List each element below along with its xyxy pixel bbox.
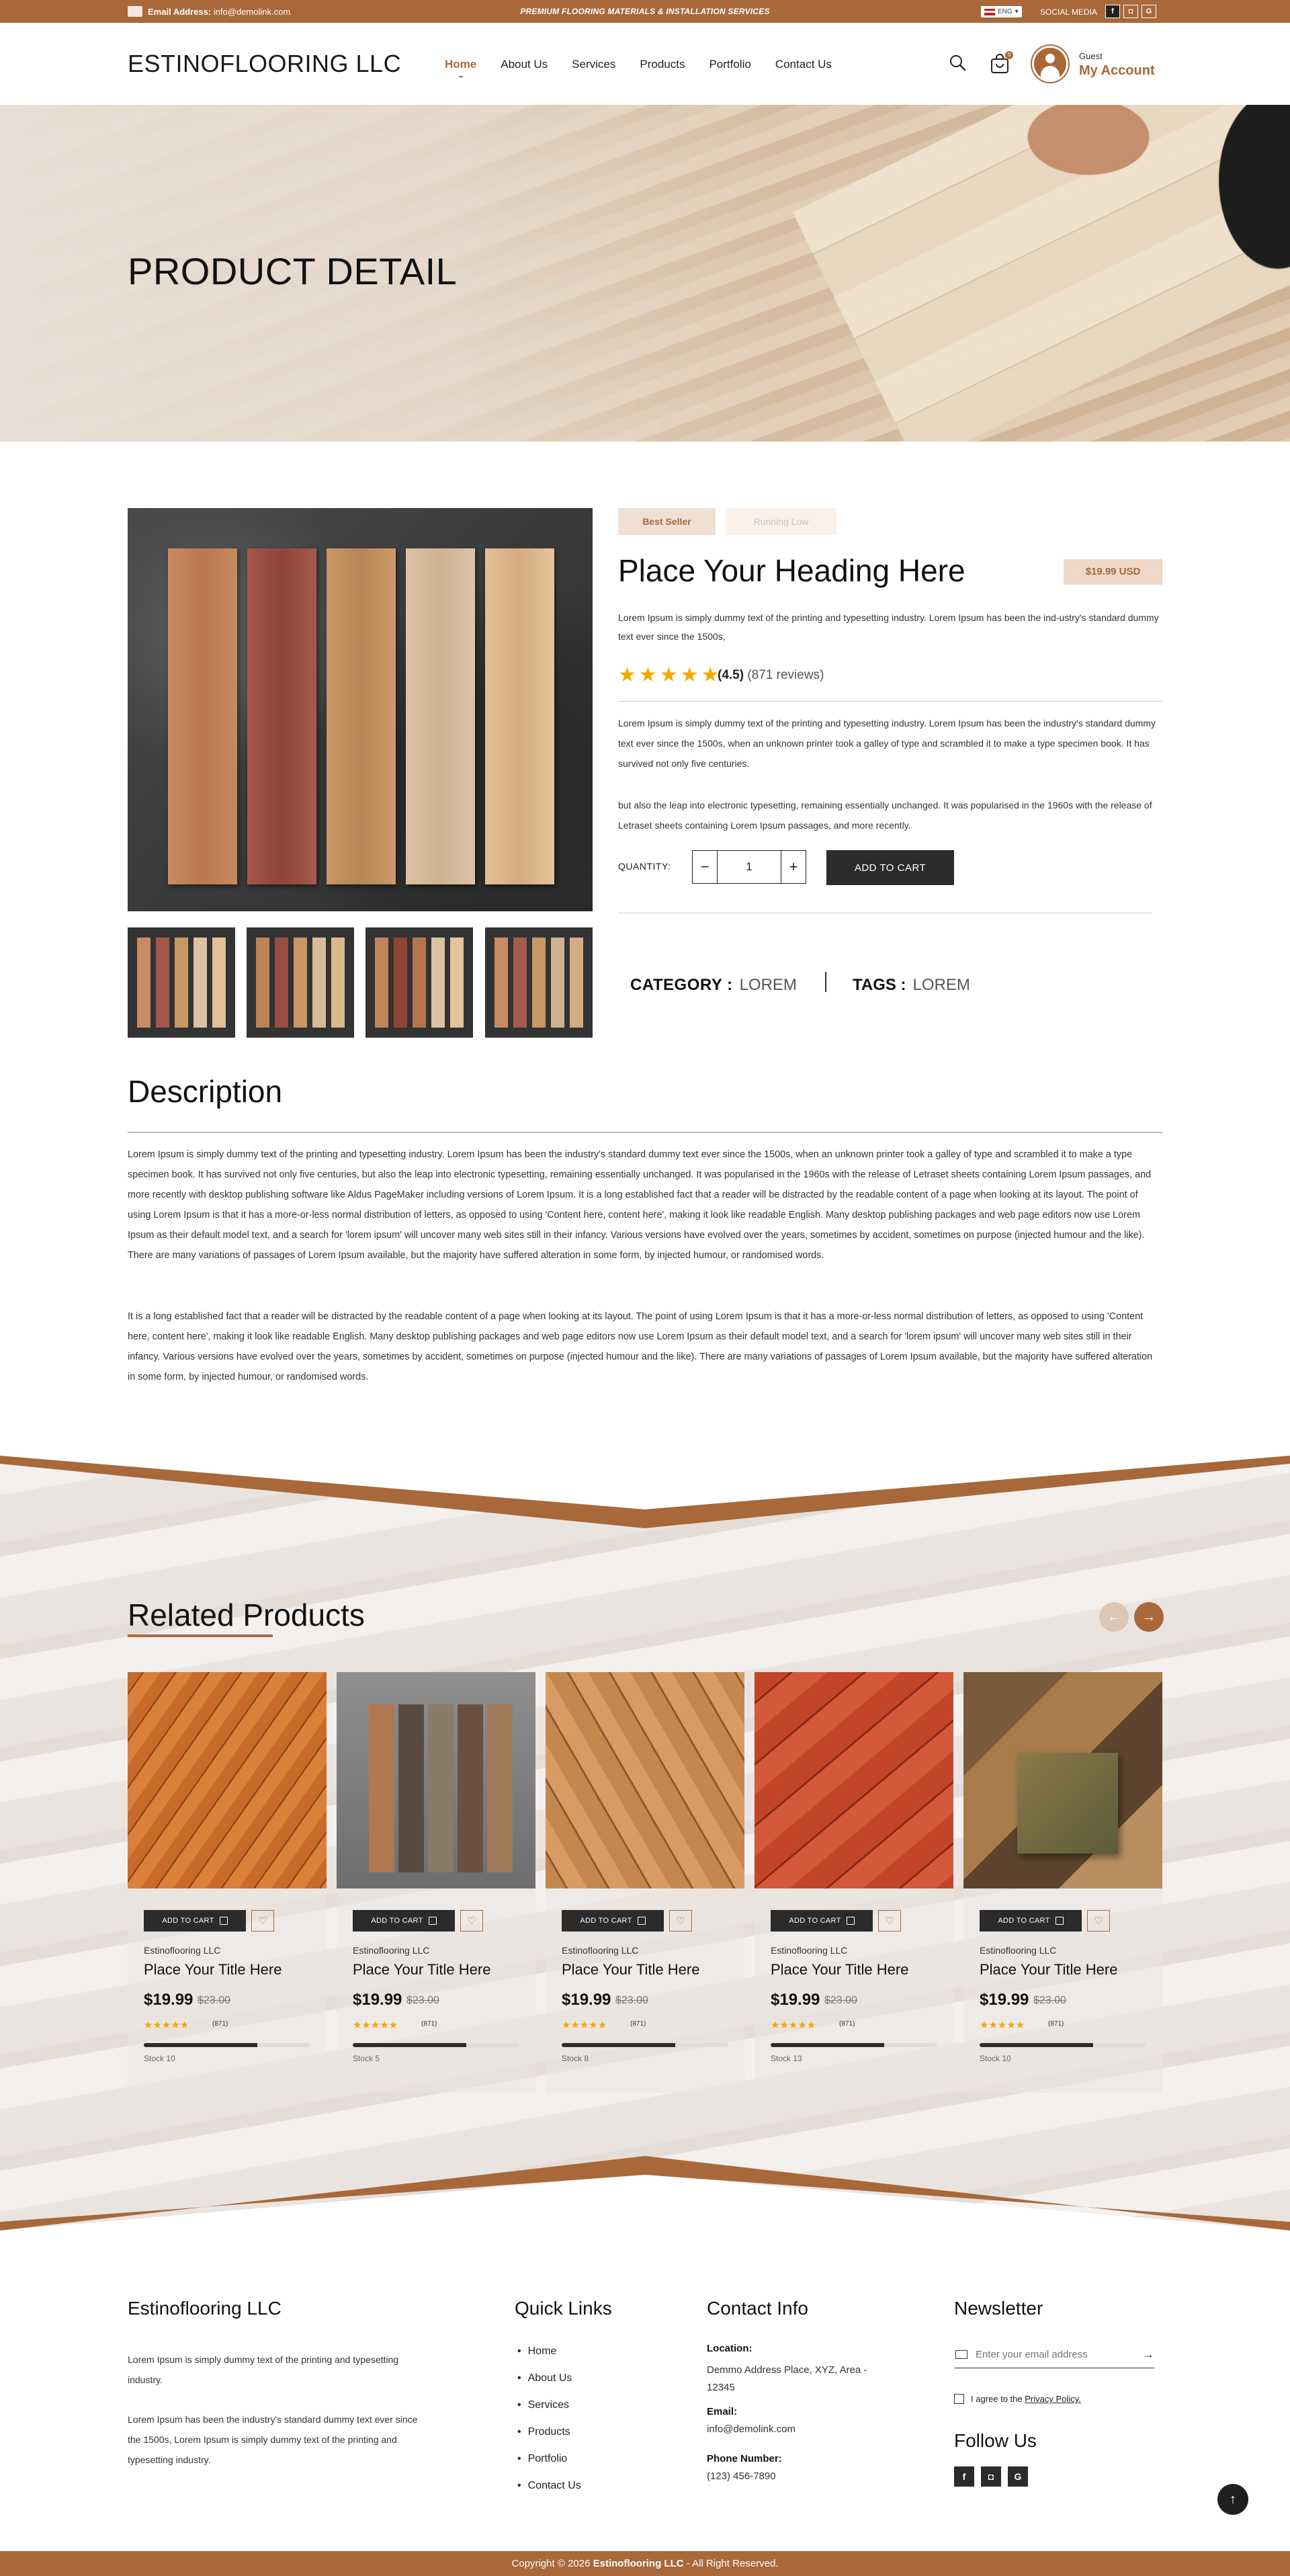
star-icon: ★ bbox=[618, 664, 636, 686]
quantity-value[interactable]: 1 bbox=[717, 851, 781, 883]
divider bbox=[618, 701, 1162, 702]
tags-label: TAGS : bbox=[853, 976, 906, 994]
stock-progress bbox=[562, 2043, 728, 2047]
phone-value[interactable]: (123) 456-7890 bbox=[707, 2470, 776, 2482]
cart-count-badge: 0 bbox=[1005, 51, 1013, 59]
divider bbox=[128, 1132, 1162, 1133]
card-price: $19.99 bbox=[562, 1991, 611, 2009]
instagram-icon[interactable]: ◘ bbox=[981, 2466, 1001, 2487]
social-media-label: SOCIAL MEDIA bbox=[1040, 7, 1097, 17]
product-thumbnail[interactable] bbox=[366, 927, 473, 1038]
star-icon: ★ bbox=[701, 664, 720, 686]
heading-underline bbox=[128, 1634, 273, 1637]
card-price: $19.99 bbox=[144, 1991, 194, 2009]
rating-summary bbox=[718, 668, 824, 683]
product-card-image[interactable] bbox=[128, 1672, 327, 1888]
phone-label: Phone Number: bbox=[707, 2453, 782, 2464]
product-card[interactable] bbox=[337, 1672, 535, 2093]
card-stars: ★★★★★ bbox=[144, 2020, 189, 2031]
category-label: CATEGORY : bbox=[630, 976, 733, 994]
product-description-2: but also the leap into electronic typesetting, remaining essentially unchanged. It was popularised in the 1960s with the release of Letraset sheets containing Lorem Ipsum passages, and more recently. bbox=[618, 800, 1152, 831]
hero-sleeve bbox=[1203, 105, 1290, 293]
location-label: Location: bbox=[707, 2343, 752, 2354]
google-icon[interactable]: G bbox=[1008, 2466, 1028, 2487]
card-old-price: $23.00 bbox=[406, 1995, 439, 2006]
stock-progress-fill bbox=[562, 2043, 675, 2047]
wood-sample bbox=[406, 548, 475, 884]
email-label: Email: bbox=[707, 2406, 738, 2417]
product-card[interactable] bbox=[128, 1672, 327, 2093]
stock-progress bbox=[771, 2043, 937, 2047]
account-avatar[interactable] bbox=[1031, 44, 1070, 83]
product-card-image[interactable] bbox=[337, 1672, 535, 1888]
tags-value[interactable]: LOREM bbox=[912, 976, 970, 994]
wishlist-heart-icon[interactable]: ♡ bbox=[1087, 1910, 1110, 1931]
page-title: PRODUCT DETAIL bbox=[128, 250, 458, 292]
google-icon[interactable]: G bbox=[1142, 5, 1156, 18]
nav-products[interactable]: Products bbox=[640, 58, 685, 71]
stock-progress bbox=[144, 2043, 310, 2047]
card-price: $19.99 bbox=[771, 1991, 820, 2009]
stock-progress-fill bbox=[980, 2043, 1093, 2047]
related-heading: Related Products bbox=[128, 1597, 365, 1632]
follow-heading: Follow Us bbox=[954, 2430, 1037, 2451]
card-title[interactable]: Place Your Title Here bbox=[144, 1961, 282, 1978]
privacy-agreement bbox=[954, 2394, 1081, 2404]
bag-icon bbox=[638, 1917, 646, 1925]
hero-hand bbox=[968, 105, 1169, 212]
email-value[interactable]: info@demolink.com bbox=[707, 2423, 796, 2435]
us-flag-icon bbox=[984, 9, 995, 15]
running-low-badge: Running Low bbox=[726, 508, 836, 535]
wishlist-heart-icon[interactable]: ♡ bbox=[669, 1910, 692, 1931]
product-description-1: Lorem Ipsum is simply dummy text of the printing and typesetting industry. Lorem Ipsum has been the industry's standard dummy text ever since the 1500s, when an unknown printer took a galley of type and scrambled it to make a type specimen book. It has survived not only five centuries. bbox=[618, 718, 1156, 769]
quantity-stepper bbox=[692, 850, 806, 884]
quick-links-heading: Quick Links bbox=[515, 2298, 612, 2319]
footer-link-home[interactable]: • Home bbox=[517, 2345, 581, 2372]
card-review-count: (871) bbox=[839, 2020, 855, 2028]
language-select[interactable] bbox=[981, 6, 1022, 17]
footer-link-contact[interactable]: • Contact Us bbox=[517, 2480, 581, 2507]
product-short-description: Lorem Ipsum is simply dummy text of the printing and typesetting industry. Lorem Ipsum has been the ind-ustry's standard dummy text ever since the 1500s, bbox=[618, 612, 1159, 642]
chevron-top-band bbox=[0, 1454, 1290, 1528]
product-card[interactable] bbox=[755, 1672, 953, 2093]
rating-value: (4.5) bbox=[718, 668, 744, 682]
newsletter-heading: Newsletter bbox=[954, 2298, 1043, 2319]
card-add-to-cart-button[interactable]: ADD TO CART bbox=[980, 1910, 1082, 1931]
description-paragraph: Lorem Ipsum is simply dummy text of the printing and typesetting industry. Lorem Ipsum has been the industry's standard dummy text ever since the 1500s, when an unknown printer took a galley of type and scrambled it to make a type specimen book. It has survived not only five centuries, but also the leap into electronic typesetting, remaining essentially unchanged. It was popularised in the 1960s with the release of Letraset sheets containing Lorem Ipsum passages, and more recently with desktop publishing software like Aldus PageMaker including versions of Lorem Ipsum. It is a long established fact that a reader will be distracted by the readable content of a page when looking at its layout. The point of using Lorem Ipsum is that it has a more-or-less normal distribution of letters, as opposed to using 'Content here, content here', making it look like readable English. Many desktop publishing packages and web page editors now use Lorem Ipsum as their default model text, and a search for 'lorem ipsum' will uncover many web sites still in their infancy. Various versions have evolved over the years, sometimes by accident, sometimes on purpose (injected humour and the like). There are many variations of passages of Lorem Ipsum available, but the majority have suffered alteration in some form, by injected humour, or randomised words. bbox=[128, 1149, 1152, 1261]
chevron-down-icon: ▾ bbox=[1015, 8, 1019, 15]
stock-progress-fill bbox=[144, 2043, 257, 2047]
facebook-icon[interactable]: f bbox=[954, 2466, 974, 2487]
card-stars: ★★★★★ bbox=[353, 2020, 398, 2031]
product-card-image[interactable] bbox=[546, 1672, 744, 1888]
nav-home[interactable]: Home bbox=[445, 58, 477, 71]
user-icon bbox=[1034, 48, 1066, 80]
card-price: $19.99 bbox=[353, 1991, 402, 2009]
main-nav bbox=[445, 58, 832, 71]
star-icon: ★ bbox=[680, 664, 699, 686]
facebook-icon[interactable]: f bbox=[1105, 5, 1120, 18]
hero-banner bbox=[0, 105, 1290, 442]
product-thumbnail[interactable] bbox=[247, 927, 354, 1038]
card-stock: Stock 5 bbox=[353, 2054, 380, 2063]
add-to-cart-button[interactable]: ADD TO CART bbox=[826, 850, 954, 885]
card-title[interactable]: Place Your Title Here bbox=[771, 1961, 909, 1978]
carousel-prev-button[interactable]: ← bbox=[1099, 1602, 1129, 1632]
stock-progress bbox=[980, 2043, 1146, 2047]
product-card[interactable] bbox=[963, 1672, 1162, 2093]
category bbox=[630, 976, 797, 995]
footer-link-portfolio[interactable]: • Portfolio bbox=[517, 2453, 581, 2480]
card-title[interactable]: Place Your Title Here bbox=[562, 1961, 700, 1978]
header bbox=[0, 23, 1290, 105]
best-seller-badge: Best Seller bbox=[618, 508, 716, 535]
wishlist-heart-icon[interactable]: ♡ bbox=[460, 1910, 483, 1931]
bag-icon bbox=[220, 1917, 228, 1925]
card-add-to-cart-button[interactable]: ADD TO CART bbox=[562, 1910, 664, 1931]
product-main-image[interactable] bbox=[128, 508, 593, 911]
product-price: $19.99 USD bbox=[1064, 559, 1162, 585]
bag-icon bbox=[1056, 1917, 1064, 1925]
card-brand: Estinoflooring LLC bbox=[771, 1945, 848, 1956]
nav-about[interactable]: About Us bbox=[501, 58, 548, 71]
product-thumbnail[interactable] bbox=[128, 927, 235, 1038]
product-title: Place Your Heading Here bbox=[618, 553, 965, 588]
wood-sample bbox=[168, 548, 237, 884]
product-card-image[interactable] bbox=[755, 1672, 953, 1888]
tags bbox=[853, 976, 970, 995]
card-review-count: (871) bbox=[421, 2020, 437, 2028]
footer-brand: Estinoflooring LLC bbox=[128, 2298, 282, 2319]
card-review-count: (871) bbox=[630, 2020, 646, 2028]
rating-stars bbox=[618, 665, 720, 685]
card-old-price: $23.00 bbox=[1033, 1995, 1066, 2006]
copyright-suffix: - All Right Reserved. bbox=[686, 2558, 779, 2569]
card-review-count: (871) bbox=[212, 2020, 228, 2028]
footer-link-about[interactable]: • About Us bbox=[517, 2372, 581, 2399]
wishlist-heart-icon[interactable]: ♡ bbox=[251, 1910, 274, 1931]
bag-icon bbox=[429, 1917, 437, 1925]
divider bbox=[825, 972, 826, 992]
language-value: ENG bbox=[998, 8, 1013, 15]
card-stock: Stock 10 bbox=[980, 2054, 1011, 2063]
card-old-price: $23.00 bbox=[824, 1995, 857, 2006]
product-card[interactable] bbox=[546, 1672, 744, 2093]
stock-progress-fill bbox=[771, 2043, 884, 2047]
quantity-label: QUANTITY: bbox=[618, 861, 671, 872]
newsletter-email-input[interactable] bbox=[976, 2349, 1123, 2360]
card-stars: ★★★★★ bbox=[562, 2020, 607, 2031]
copyright-bar bbox=[0, 2551, 1290, 2576]
wishlist-heart-icon[interactable]: ♡ bbox=[878, 1910, 901, 1931]
wood-sample bbox=[327, 548, 396, 884]
stock-progress-fill bbox=[353, 2043, 466, 2047]
contact-heading: Contact Info bbox=[707, 2298, 808, 2319]
footer-about: Lorem Ipsum is simply dummy text of the printing and typesetting industry. bbox=[128, 2354, 399, 2385]
card-add-to-cart-button[interactable]: ADD TO CART bbox=[144, 1910, 246, 1931]
search-icon[interactable] bbox=[949, 54, 966, 71]
copyright-prefix: Copyright © 2026 bbox=[511, 2558, 591, 2569]
location-value: Demmo Address Place, XYZ, Area - 12345 bbox=[707, 2364, 867, 2393]
arrow-right-icon[interactable]: → bbox=[1142, 2348, 1154, 2361]
agree-text: I agree to the bbox=[971, 2394, 1023, 2404]
card-title[interactable]: Place Your Title Here bbox=[353, 1961, 491, 1978]
account-guest-label: Guest bbox=[1079, 51, 1103, 61]
top-bar bbox=[0, 0, 1290, 23]
footer-link-services[interactable]: • Services bbox=[517, 2399, 581, 2426]
card-add-to-cart-button[interactable]: ADD TO CART bbox=[353, 1910, 455, 1931]
instagram-icon[interactable]: ◘ bbox=[1123, 5, 1138, 18]
card-title[interactable]: Place Your Title Here bbox=[980, 1961, 1118, 1978]
chevron-bottom-band bbox=[0, 2156, 1290, 2231]
card-stars: ★★★★★ bbox=[980, 2020, 1025, 2031]
card-old-price: $23.00 bbox=[198, 1995, 230, 2006]
card-brand: Estinoflooring LLC bbox=[980, 1945, 1057, 1956]
minus-button[interactable]: − bbox=[700, 858, 710, 875]
footer-about: Lorem Ipsum has been the industry's standard dummy text ever since the 1500s, Lorem Ipsum is simply dummy text of the printing and typesetting industry. bbox=[128, 2414, 418, 2465]
card-brand: Estinoflooring LLC bbox=[353, 1945, 430, 1956]
bag-icon bbox=[847, 1917, 855, 1925]
card-add-to-cart-button[interactable]: ADD TO CART bbox=[771, 1910, 873, 1931]
agree-checkbox[interactable] bbox=[954, 2394, 964, 2404]
promo-text: PREMIUM FLOORING MATERIALS & INSTALLATION SERVICES bbox=[520, 7, 770, 16]
star-icon: ★ bbox=[638, 664, 657, 686]
nav-portfolio[interactable]: Portfolio bbox=[709, 58, 751, 71]
star-icon: ★ bbox=[659, 664, 678, 686]
wood-sample bbox=[485, 548, 554, 884]
privacy-policy-link[interactable]: Privacy Policy. bbox=[1025, 2394, 1081, 2404]
card-old-price: $23.00 bbox=[615, 1995, 648, 2006]
card-review-count: (871) bbox=[1048, 2020, 1064, 2028]
envelope-icon bbox=[955, 2350, 968, 2359]
description-heading: Description bbox=[128, 1074, 283, 1109]
product-card-image[interactable] bbox=[963, 1672, 1162, 1888]
logo[interactable]: ESTINOFLOORING LLC bbox=[128, 50, 402, 77]
carousel-next-button[interactable]: → bbox=[1134, 1602, 1164, 1632]
plus-button[interactable]: + bbox=[789, 858, 798, 875]
description-paragraph: It is a long established fact that a reader will be distracted by the readable content of a page when looking at its layout. The point of using Lorem Ipsum is that it has a more-or-less normal distribution of letters, as opposed to using 'Content here, content here', making it look like readable English. Many desktop publishing packages and web page editors now use Lorem Ipsum as their default model text, and a search for 'lorem ipsum' will uncover many web sites still in their infancy. Various versions have evolved over the years, sometimes by accident, sometimes on purpose (injected humour and the like). There are many variations of passages of Lorem Ipsum available, but the majority have suffered alteration in some form, by injected humour, or randomised words. bbox=[128, 1311, 1153, 1382]
footer-link-products[interactable]: • Products bbox=[517, 2426, 581, 2453]
card-stock: Stock 13 bbox=[771, 2054, 802, 2063]
card-stars: ★★★★★ bbox=[771, 2020, 816, 2031]
nav-contact[interactable]: Contact Us bbox=[775, 58, 832, 71]
product-thumbnail[interactable] bbox=[485, 927, 593, 1038]
category-value[interactable]: LOREM bbox=[739, 976, 797, 994]
email-value[interactable]: info@demolink.com bbox=[213, 6, 291, 17]
card-stock: Stock 8 bbox=[562, 2054, 589, 2063]
card-price: $19.99 bbox=[980, 1991, 1029, 2009]
quick-links bbox=[517, 2345, 581, 2507]
email-label: Email Address: bbox=[148, 6, 212, 17]
stock-progress bbox=[353, 2043, 519, 2047]
card-brand: Estinoflooring LLC bbox=[144, 1945, 221, 1956]
copyright-brand[interactable]: Estinoflooring LLC bbox=[593, 2558, 684, 2569]
my-account-link[interactable]: My Account bbox=[1079, 63, 1155, 78]
card-brand: Estinoflooring LLC bbox=[562, 1945, 639, 1956]
rating-count[interactable]: (871 reviews) bbox=[747, 668, 824, 682]
nav-services[interactable]: Services bbox=[572, 58, 616, 71]
card-stock: Stock 10 bbox=[144, 2054, 175, 2063]
wood-sample bbox=[247, 548, 316, 884]
newsletter-form bbox=[954, 2341, 1154, 2368]
scroll-to-top-button[interactable]: ↑ bbox=[1217, 2484, 1248, 2515]
